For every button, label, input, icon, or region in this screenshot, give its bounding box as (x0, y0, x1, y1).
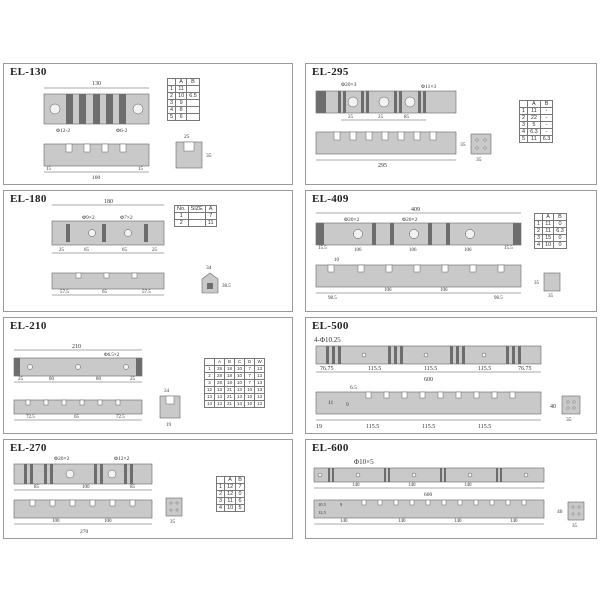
dim-label: 140 (398, 519, 406, 524)
panel-title: EL-180 (10, 193, 47, 205)
dim-label: 10 (334, 258, 339, 263)
el270-drawing (4, 440, 294, 540)
dim-label: 72.5 (26, 415, 35, 420)
dim-label: 35 (534, 281, 539, 286)
dim-label: 295 (378, 163, 387, 169)
dim-label: 115.5 (368, 366, 382, 372)
dim-label: 15.5 (504, 246, 513, 251)
dim-label: 115.5 (478, 424, 492, 430)
panel-el500 (305, 317, 597, 434)
dim-label: 130 (92, 81, 101, 87)
dim-label: Φ20×2 (54, 456, 70, 462)
dim-label: Φ7×2 (120, 215, 133, 221)
size-table: No. SIZE A 1 7 2 11 (174, 205, 217, 227)
dim-label: 600 (424, 492, 433, 498)
el409-drawing (306, 191, 598, 313)
dim-label: 76.75 (518, 366, 532, 372)
dim-label: 115.5 (366, 424, 380, 430)
dim-label: 25 (378, 115, 383, 120)
dim-label: 115.5 (424, 366, 438, 372)
dim-label: 100 (82, 485, 90, 490)
dim-label: 106 (354, 248, 362, 253)
dim-label: 35 (170, 520, 175, 525)
dim-label: 85 (404, 115, 409, 120)
dim-label: 35 (476, 157, 482, 163)
el500-drawing (306, 318, 598, 435)
dim-label: 25 (18, 377, 23, 382)
dim-label: 98.5 (494, 296, 503, 301)
panel-el600 (305, 439, 597, 539)
dim-label: 25 (348, 115, 353, 120)
dim-label: 106 (440, 288, 448, 293)
dim-label: 15 (46, 167, 51, 172)
dim-label: 35 (572, 524, 577, 529)
dim-label: 15 (138, 167, 143, 172)
dim-label: 65 (74, 415, 79, 420)
dim-label: 72.5 (116, 415, 125, 420)
panel-title: EL-210 (10, 320, 47, 332)
dim-label: 19 (316, 424, 322, 430)
dim-label: 106 (384, 288, 392, 293)
dim-label: 9 (340, 502, 343, 507)
dim-label: 35 (460, 142, 466, 148)
dim-label: 80 (96, 377, 101, 382)
dim-label: 19 (166, 423, 171, 428)
dim-label: 40 (550, 404, 556, 410)
size-table: A B 1 11 - 2 22 - 3 5 - 4 6.3 - 5 11 6.3 (519, 100, 553, 143)
dim-label: 80 (49, 377, 54, 382)
dim-label: 100 (104, 519, 112, 524)
dim-label: 140 (340, 519, 348, 524)
dim-label: Φ11×3 (421, 84, 437, 90)
dim-label: 38.5 (222, 284, 231, 289)
dim-label: 100 (92, 175, 101, 181)
dim-label: 100 (52, 519, 60, 524)
dim-label: Φ20×2 (344, 217, 360, 223)
dim-label: 34 (206, 265, 212, 271)
dim-label: 34 (164, 389, 169, 394)
dim-label: 4-Φ10.25 (314, 336, 341, 344)
size-table: A B 1 11 2 10 6.5 3 9 4 8 5 6 (167, 78, 200, 121)
dim-label: 140 (408, 483, 416, 488)
size-table: A B 1 12 7 2 12 0 3 11 6 4 10 5 (216, 476, 245, 512)
dim-label: 115.5 (422, 424, 436, 430)
dim-label: 6.5 (350, 385, 357, 391)
panel-title: EL-270 (10, 442, 47, 454)
dim-label: 115.5 (478, 366, 492, 372)
panel-el270 (3, 439, 293, 539)
dim-label: 11 (328, 400, 334, 406)
dim-label: 180 (104, 199, 113, 205)
dim-label: Φ6-2 (116, 128, 128, 134)
dim-label: Φ12×2 (114, 456, 130, 462)
panel-el180 (3, 190, 293, 312)
dim-label: 140 (454, 519, 462, 524)
panel-el130 (3, 63, 293, 185)
dim-label: Φ20×2 (402, 217, 418, 223)
dim-label: Φ20×3 (341, 82, 357, 88)
dim-label: 140 (510, 519, 518, 524)
dim-label: 106 (409, 248, 417, 253)
size-table: A B C D W 1 28 18 10 7 13 2 28 18 10 7 13 3 28 18 10 7 13 12 13 21 13 10 13 13 13 21 13 10 13 14 13 21 13 10 13 (204, 358, 265, 408)
panel-el210 (3, 317, 293, 434)
dim-label: 25 (130, 377, 135, 382)
el180-drawing (4, 191, 294, 313)
dim-label: 35 (548, 294, 553, 299)
dim-label: 40 (557, 509, 563, 515)
dim-label: 10.5 (318, 502, 326, 507)
dim-label: 85 (34, 485, 39, 490)
panel-title: EL-295 (312, 66, 349, 78)
dim-label: 409 (411, 207, 420, 213)
el130-drawing (4, 64, 294, 186)
dim-label: 65 (102, 290, 107, 295)
size-table: A B 1 11 0 2 11 6.3 3 15 0 4 10 0 (534, 213, 567, 249)
dim-label: 65 (122, 248, 127, 253)
dim-label: 85 (130, 485, 135, 490)
dim-label: 25 (184, 134, 190, 140)
dim-label: 35 (206, 153, 212, 159)
dim-label: Φ6.5×2 (104, 353, 120, 358)
dim-label: 600 (424, 377, 433, 383)
dim-label: 57.5 (142, 290, 151, 295)
dim-label: 57.5 (60, 290, 69, 295)
dim-label: 76.75 (320, 366, 334, 372)
dim-label: Φ10×5 (354, 458, 374, 466)
panel-title: EL-130 (10, 66, 47, 78)
panel-title: EL-500 (312, 320, 349, 332)
dim-label: 25 (152, 248, 157, 253)
dim-label: 140 (464, 483, 472, 488)
dim-label: 35 (566, 417, 572, 423)
panel-title: EL-600 (312, 442, 349, 454)
panel-el409 (305, 190, 597, 312)
dim-label: 106 (464, 248, 472, 253)
panel-el295 (305, 63, 597, 185)
dim-label: 25 (59, 248, 64, 253)
el600-drawing (306, 440, 598, 540)
dim-label: Φ9×2 (82, 215, 95, 221)
dim-label: 9 (346, 402, 349, 408)
panel-title: EL-409 (312, 193, 349, 205)
dim-label: 12.5 (318, 510, 326, 515)
dim-label: 65 (84, 248, 89, 253)
dim-label: 98.5 (328, 296, 337, 301)
dim-label: 140 (352, 483, 360, 488)
dim-label: 210 (72, 344, 81, 350)
dim-label: Φ12-2 (56, 128, 71, 134)
dim-label: 270 (80, 529, 89, 535)
el295-drawing (306, 64, 598, 186)
dim-label: 15.5 (318, 246, 327, 251)
